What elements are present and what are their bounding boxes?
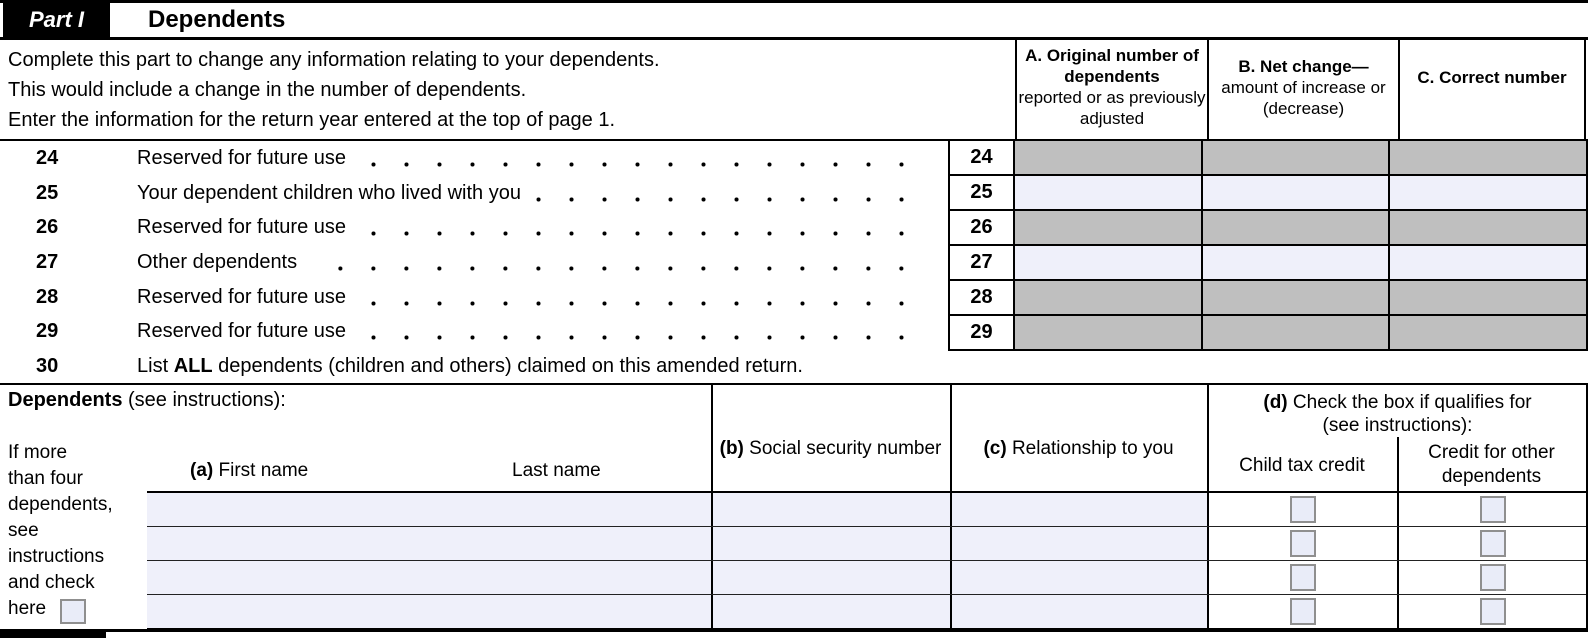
line-number: 26 <box>36 216 59 238</box>
col-c-bold: (c) <box>983 438 1007 459</box>
line-number: 29 <box>36 320 59 342</box>
dependent-2-cod-cell <box>1397 527 1586 560</box>
col-c-rest: Relationship to you <box>1006 438 1174 459</box>
intro-line-3: Enter the information for the return year entered at the top of page 1. <box>8 109 616 131</box>
col-header-last-name: Last name <box>512 460 601 481</box>
section-bottom-rule <box>0 629 1588 632</box>
cell-27a-input[interactable] <box>1015 246 1203 279</box>
line-number-box: 26 <box>950 211 1015 244</box>
dependents-heading-rest: (see instructions): <box>122 389 286 411</box>
table-row-25 <box>950 174 1586 209</box>
col-header-credit-other-dependents: Credit for other dependents <box>1428 442 1555 487</box>
dot-leader <box>360 301 932 306</box>
cell-24c-reserved <box>1390 141 1586 174</box>
col-header-child-tax-credit: Child tax credit <box>1239 455 1365 476</box>
cell-25a-input[interactable] <box>1015 176 1203 209</box>
line-30-post: dependents (children and others) claimed on this amended return. <box>212 354 803 377</box>
line-30-bold: ALL <box>173 354 213 377</box>
dependent-3-ctc-cell <box>1207 561 1397 594</box>
column-header-b-rest: amount of increase or (decrease) <box>1221 78 1386 118</box>
line-number-box: 27 <box>950 246 1015 279</box>
dependent-3-ssn-input[interactable] <box>711 561 950 594</box>
cell-24b-reserved <box>1203 141 1390 174</box>
cell-29c-reserved <box>1390 316 1586 349</box>
dependent-1-cod-cell <box>1397 493 1586 526</box>
intro-line-2: This would include a change in the number of dependents. <box>8 79 527 101</box>
dependent-row-1 <box>147 493 1586 526</box>
table-row-28 <box>950 279 1586 314</box>
note-line: and check <box>8 572 95 593</box>
dependent-4-ssn-input[interactable] <box>711 595 950 628</box>
cell-29b-reserved <box>1203 316 1390 349</box>
column-header-a-bold: A. Original number of dependents <box>1025 46 1199 86</box>
line-25 <box>0 176 948 211</box>
column-header-b-bold: B. Net change— <box>1238 57 1369 76</box>
dependent-row-3 <box>147 560 1586 594</box>
dot-leader <box>360 162 932 167</box>
part-label: Part I <box>28 7 85 32</box>
line-number-box: 29 <box>950 316 1015 349</box>
note-here-row <box>8 596 138 622</box>
dependent-2-relationship-input[interactable] <box>950 527 1207 560</box>
dependent-4-ctc-cell <box>1207 595 1397 628</box>
top-rule <box>0 0 1588 3</box>
line-label: Other dependents <box>137 251 298 273</box>
table-row-29 <box>950 314 1586 349</box>
line-label: Reserved for future use <box>137 147 346 169</box>
dependent-row-2 <box>147 526 1586 560</box>
next-part-header-edge <box>0 630 106 638</box>
cell-26b-reserved <box>1203 211 1390 244</box>
cell-26c-reserved <box>1390 211 1586 244</box>
col-b-bold: (b) <box>719 438 744 459</box>
divider-relationship <box>950 383 952 491</box>
column-header-a <box>1015 40 1207 139</box>
dot-leader <box>360 231 932 236</box>
dependent-4-cod-checkbox[interactable] <box>1480 598 1506 625</box>
cell-24a-reserved <box>1015 141 1203 174</box>
dependent-1-name-input[interactable] <box>147 493 711 526</box>
line-label: Reserved for future use <box>137 286 346 308</box>
cell-28a-reserved <box>1015 281 1203 314</box>
dependent-2-ctc-checkbox[interactable] <box>1290 530 1316 557</box>
dependent-1-ctc-checkbox[interactable] <box>1290 496 1316 523</box>
dependent-2-name-input[interactable] <box>147 527 711 560</box>
line-30-pre: List <box>137 354 174 377</box>
dependents-heading <box>8 389 286 412</box>
amount-grid <box>948 139 1588 351</box>
line-30-bottom-rule <box>0 383 1588 385</box>
col-header-relationship <box>952 437 1205 461</box>
line-number: 28 <box>36 286 59 308</box>
line-label: Reserved for future use <box>137 320 346 342</box>
line-number-box: 24 <box>950 141 1015 174</box>
dependents-grid <box>147 491 1588 631</box>
column-header-a-rest: reported or as previously adjusted <box>1018 88 1206 128</box>
note-line: here <box>8 598 47 619</box>
col-d-line1 <box>1209 391 1586 414</box>
cell-28b-reserved <box>1203 281 1390 314</box>
divider-qualifies <box>1207 383 1209 491</box>
dependent-1-ssn-input[interactable] <box>711 493 950 526</box>
dependent-3-cod-checkbox[interactable] <box>1480 564 1506 591</box>
line-number: 30 <box>36 354 59 377</box>
col-a-rest: First name <box>213 460 309 481</box>
divider-credit-columns <box>1397 437 1399 491</box>
dot-leader <box>535 197 932 202</box>
dependent-4-cod-cell <box>1397 595 1586 628</box>
col-d-rest: Check the box if qualifies for <box>1287 392 1532 413</box>
note-line: dependents, <box>8 494 113 515</box>
dot-leader <box>311 266 932 271</box>
column-header-b <box>1207 40 1398 139</box>
section-title: Dependents <box>148 6 286 33</box>
line-30 <box>0 349 1580 383</box>
line-27 <box>0 245 948 280</box>
more-than-four-checkbox[interactable] <box>60 599 86 624</box>
line-label <box>137 355 803 378</box>
dot-leader <box>360 335 932 340</box>
dependent-1-relationship-input[interactable] <box>950 493 1207 526</box>
line-number-box: 28 <box>950 281 1015 314</box>
note-line: instructions <box>8 546 105 567</box>
dependent-3-name-input[interactable] <box>147 561 711 594</box>
dependent-4-ctc-checkbox[interactable] <box>1290 598 1316 625</box>
dependent-3-ctc-checkbox[interactable] <box>1290 564 1316 591</box>
table-row-27 <box>950 244 1586 279</box>
dependent-2-cod-checkbox[interactable] <box>1480 530 1506 557</box>
line-number: 27 <box>36 251 59 273</box>
cell-25b-input[interactable] <box>1203 176 1390 209</box>
line-26 <box>0 210 948 245</box>
cell-25c-input[interactable] <box>1390 176 1586 209</box>
col-d-bold: (d) <box>1263 392 1288 413</box>
col-d-line2: (see instructions): <box>1322 415 1473 436</box>
part-label-box <box>3 3 110 37</box>
line-number: 24 <box>36 147 59 169</box>
line-number: 25 <box>36 182 59 204</box>
col-header-first-name <box>190 460 308 482</box>
note-line: than four <box>8 468 83 489</box>
divider-ssn <box>711 383 713 491</box>
col-header-qualifies <box>1209 391 1586 437</box>
line-28 <box>0 280 948 315</box>
dependent-row-4 <box>147 594 1586 628</box>
dependent-4-name-input[interactable] <box>147 595 711 628</box>
intro-text <box>8 45 948 135</box>
note-line: If more <box>8 442 68 463</box>
col-a-bold: (a) <box>190 460 214 481</box>
dependent-3-relationship-input[interactable] <box>950 561 1207 594</box>
col-header-ssn <box>713 437 948 461</box>
dependent-4-relationship-input[interactable] <box>950 595 1207 628</box>
table-right-edge <box>1586 383 1588 491</box>
dependent-2-ctc-cell <box>1207 527 1397 560</box>
table-row-24 <box>950 141 1586 174</box>
line-number-box: 25 <box>950 176 1015 209</box>
dependent-3-cod-cell <box>1397 561 1586 594</box>
cell-27c-input[interactable] <box>1390 246 1586 279</box>
dependents-heading-bold: Dependents <box>8 389 123 411</box>
cell-28c-reserved <box>1390 281 1586 314</box>
dependent-1-cod-checkbox[interactable] <box>1480 496 1506 523</box>
column-header-c <box>1398 40 1586 139</box>
note-line: see <box>8 520 39 541</box>
cell-27b-input[interactable] <box>1203 246 1390 279</box>
column-header-c-bold: C. Correct number <box>1417 68 1567 87</box>
more-than-four-note <box>8 440 138 622</box>
dependent-1-ctc-cell <box>1207 493 1397 526</box>
line-label: Your dependent children who lived with you <box>137 182 521 204</box>
cell-26a-reserved <box>1015 211 1203 244</box>
table-row-26 <box>950 209 1586 244</box>
col-b-rest: Social security number <box>743 438 942 459</box>
line-label: Reserved for future use <box>137 216 346 238</box>
dependent-2-ssn-input[interactable] <box>711 527 950 560</box>
intro-line-1: Complete this part to change any information relating to your dependents. <box>8 49 660 71</box>
line-24 <box>0 141 948 176</box>
cell-29a-reserved <box>1015 316 1203 349</box>
line-29 <box>0 314 948 349</box>
